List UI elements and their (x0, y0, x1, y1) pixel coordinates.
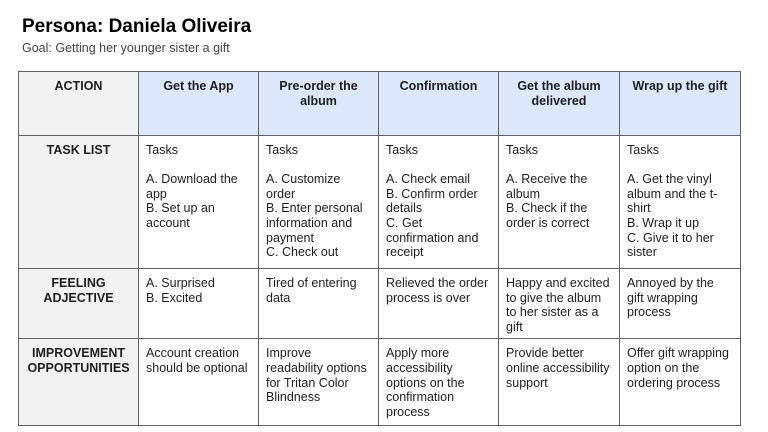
feeling-cell-wrap-gift: Annoyed by the gift wrapping process (620, 269, 741, 339)
stage-header-get-app: Get the App (139, 72, 259, 136)
improvement-row (19, 339, 741, 426)
feeling-cell-confirmation: Relieved the order process is over (379, 269, 499, 339)
stage-header-confirmation: Confirmation (379, 72, 499, 136)
task-list-label: TASK LIST (19, 136, 139, 269)
improvement-cell-pre-order: Improve readability options for Tritan Color Blindness (259, 339, 379, 426)
action-header: ACTION (19, 72, 139, 136)
task-cell-wrap-gift: Tasks A. Get the vinyl album and the t-shirt B. Wrap it up C. Give it to her sister (620, 136, 741, 269)
improvement-cell-get-app: Account creation should be optional (139, 339, 259, 426)
feeling-label: FEELING ADJECTIVE (19, 269, 139, 339)
stage-header-delivery: Get the album delivered (499, 72, 620, 136)
improvement-cell-delivery: Provide better online accessibility support (499, 339, 620, 426)
stage-header-wrap-gift: Wrap up the gift (620, 72, 741, 136)
feeling-cell-pre-order: Tired of entering data (259, 269, 379, 339)
improvement-cell-confirmation: Apply more accessibility options on the confirmation process (379, 339, 499, 426)
stage-header-row (19, 72, 741, 136)
feeling-cell-delivery: Happy and excited to give the album to her sister as a gift (499, 269, 620, 339)
feeling-row (19, 269, 741, 339)
persona-title: Persona: Daniela Oliveira (22, 16, 252, 37)
task-cell-get-app: Tasks A. Download the app B. Set up an account (139, 136, 259, 269)
improvement-label: IMPROVEMENT OPPORTUNITIES (19, 339, 139, 426)
task-list-row (19, 136, 741, 269)
task-cell-pre-order: Tasks A. Customize order B. Enter personal information and payment C. Check out (259, 136, 379, 269)
persona-goal: Goal: Getting her younger sister a gift (22, 41, 230, 55)
stage-header-pre-order: Pre-order the album (259, 72, 379, 136)
task-cell-confirmation: Tasks A. Check email B. Confirm order details C. Get confirmation and receipt (379, 136, 499, 269)
journey-map-table (18, 71, 741, 426)
feeling-cell-get-app: A. Surprised B. Excited (139, 269, 259, 339)
task-cell-delivery: Tasks A. Receive the album B. Check if the order is correct (499, 136, 620, 269)
improvement-cell-wrap-gift: Offer gift wrapping option on the ordering process (620, 339, 741, 426)
